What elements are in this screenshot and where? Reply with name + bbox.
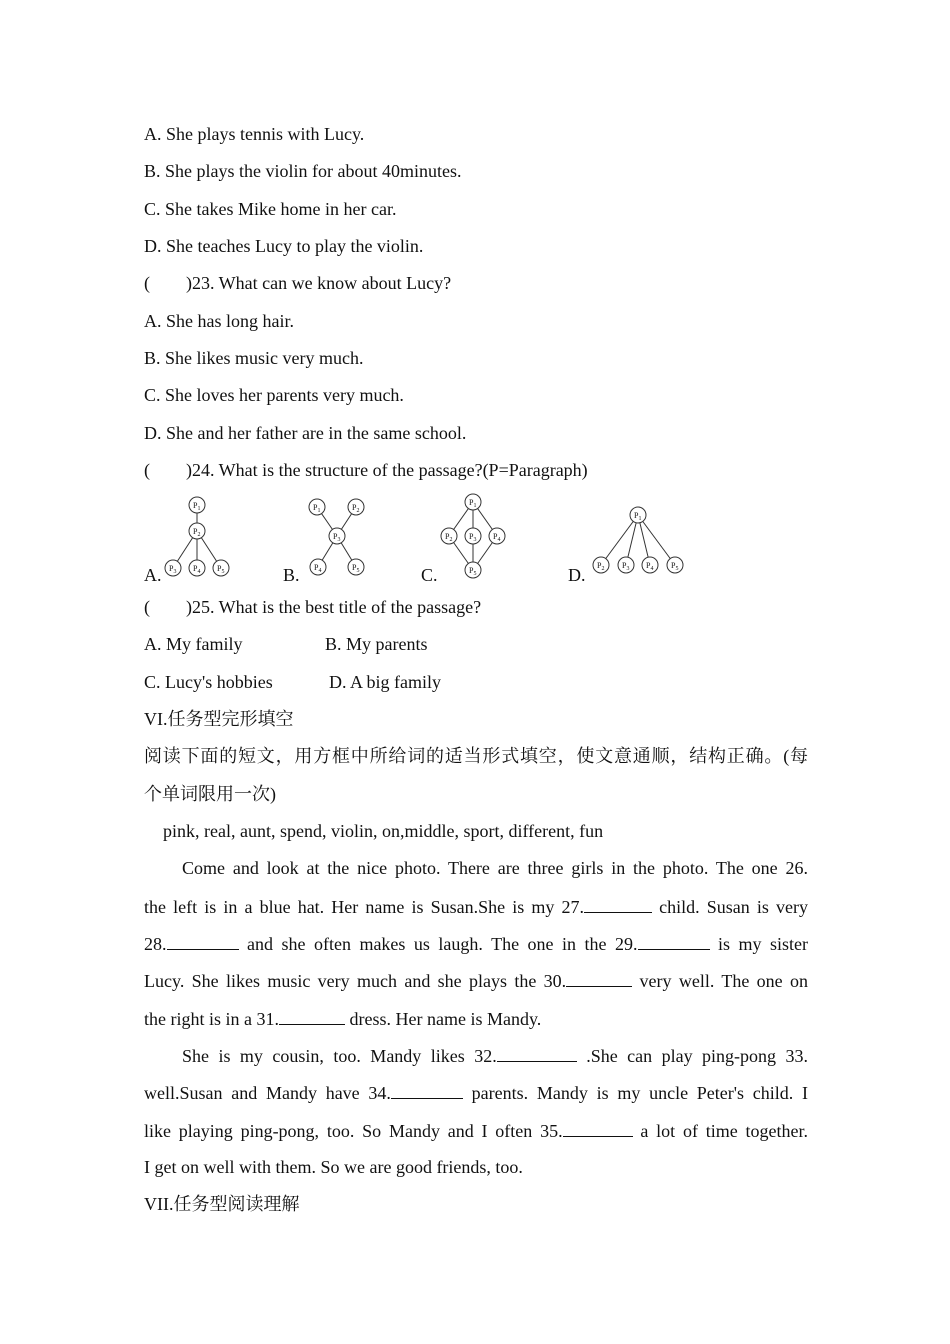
svg-text:P2: $P_2$ [352,503,360,514]
passage-line-4: Lucy. She likes music very much and she plays the 30. very well. The one on [144,971,809,991]
q25-option-d: D. A big family [329,672,441,692]
structure-diagram-a [160,492,240,580]
structure-diagram-b [300,494,376,580]
passage-line-5: the right is in a 31. dress. Her name is Mandy. [144,1009,542,1029]
svg-text:P4: $P_4$ [193,564,201,575]
node-p2 [189,523,205,539]
svg-text:P4: $P_4$ [314,563,322,574]
node-p4 [189,560,205,576]
passage-line-8: like playing ping-pong, too. So Mandy and I often 35. a lot of time together. [144,1121,808,1141]
q23-option-b: B. She likes music very much. [144,348,364,368]
svg-text:P2: $P_2$ [193,527,201,538]
q24-label-d: D. [568,565,586,585]
q25-option-c: C. Lucy's hobbies [144,672,273,692]
q22-option-c: C. She takes Mike home in her car. [144,199,397,219]
node-p1 [465,494,481,510]
blank-35[interactable] [563,1119,633,1137]
section6-instruction-line2: 个单词限用一次) [144,784,276,804]
svg-text:P1: $P_1$ [313,503,321,514]
node-p3 [618,557,634,573]
svg-text:P3: $P_3$ [622,561,630,572]
structure-diagram-d [588,502,688,578]
node-p5 [213,560,229,576]
node-p1 [309,499,325,515]
svg-text:P4: $P_4$ [646,561,654,572]
blank-29[interactable] [638,932,710,950]
node-p4 [642,557,658,573]
blank-27[interactable] [584,895,652,913]
node-p1 [630,507,646,523]
node-p2 [348,499,364,515]
q25-stem: ( )25. What is the best title of the passage? [144,597,482,617]
passage-line-3: 28. and she often makes us laugh. The one in the 29. is my sister [144,934,809,954]
blank-34[interactable] [391,1081,463,1099]
q24-label-b: B. [283,565,300,585]
svg-text:P3: $P_3$ [169,564,177,575]
node-p3 [329,528,345,544]
q23-option-a: A. She has long hair. [144,311,294,331]
q22-option-b: B. She plays the violin for about 40minutes. [144,161,462,181]
svg-text:P3: $P_3$ [333,532,341,543]
passage-line-2: the left is in a blue hat. Her name is Susan.She is my 27. child. Susan is very [144,897,808,917]
q24-stem: ( )24. What is the structure of the passage?(P=Paragraph) [144,460,588,480]
q22-option-d: D. She teaches Lucy to play the violin. [144,236,424,256]
svg-text:P4: $P_4$ [493,532,501,543]
svg-text:P5: $P_5$ [671,561,679,572]
svg-text:P2: $P_2$ [445,532,453,543]
blank-32[interactable] [497,1044,577,1062]
section6-heading: VI.任务型完形填空 [144,709,294,729]
q22-option-a: A. She plays tennis with Lucy. [144,124,365,144]
q25-option-b: B. My parents [325,634,428,654]
q23-option-d: D. She and her father are in the same school. [144,423,467,443]
node-p2 [441,528,457,544]
blank-31[interactable] [279,1007,345,1025]
blank-28[interactable] [167,932,239,950]
svg-text:P1: $P_1$ [193,501,201,512]
svg-text:P1: $P_1$ [634,511,642,522]
node-p5 [667,557,683,573]
node-p4 [489,528,505,544]
node-p3 [165,560,181,576]
passage-line-7: well.Susan and Mandy have 34. parents. Mandy is my uncle Peter's child. I [144,1083,808,1103]
passage-line-9: I get on well with them. So we are good friends, too. [144,1157,523,1177]
q24-label-a: A. [144,565,162,585]
node-p5 [348,559,364,575]
structure-diagram-c [436,490,514,580]
q24-label-c: C. [421,565,438,585]
word-box: pink, real, aunt, spend, violin, on,middle, sport, different, fun [163,821,604,841]
node-p1 [189,497,205,513]
passage-line-1: Come and look at the nice photo. There are three girls in the photo. The one 26. [182,858,808,878]
q23-stem: ( )23. What can we know about Lucy? [144,273,452,293]
q23-option-c: C. She loves her parents very much. [144,385,404,405]
node-p5 [465,562,481,578]
node-p3 [465,528,481,544]
section7-heading: VII.任务型阅读理解 [144,1194,300,1214]
node-p4 [310,559,326,575]
passage-line-6: She is my cousin, too. Mandy likes 32. .She can play ping-pong 33. [182,1046,809,1066]
svg-text:P2: $P_2$ [597,561,605,572]
svg-text:P1: $P_1$ [469,498,477,509]
section6-instruction-line1: 阅读下面的短文，用方框中所给词的适当形式填空，使文意通顺，结构正确。(每 [144,746,808,766]
svg-text:P3: $P_3$ [469,532,477,543]
svg-text:P5: $P_5$ [352,563,360,574]
q25-option-a: A. My family [144,634,243,654]
blank-30[interactable] [566,969,632,987]
svg-text:P5: $P_5$ [217,564,225,575]
node-p2 [593,557,609,573]
svg-text:P5: $P_5$ [469,566,477,577]
